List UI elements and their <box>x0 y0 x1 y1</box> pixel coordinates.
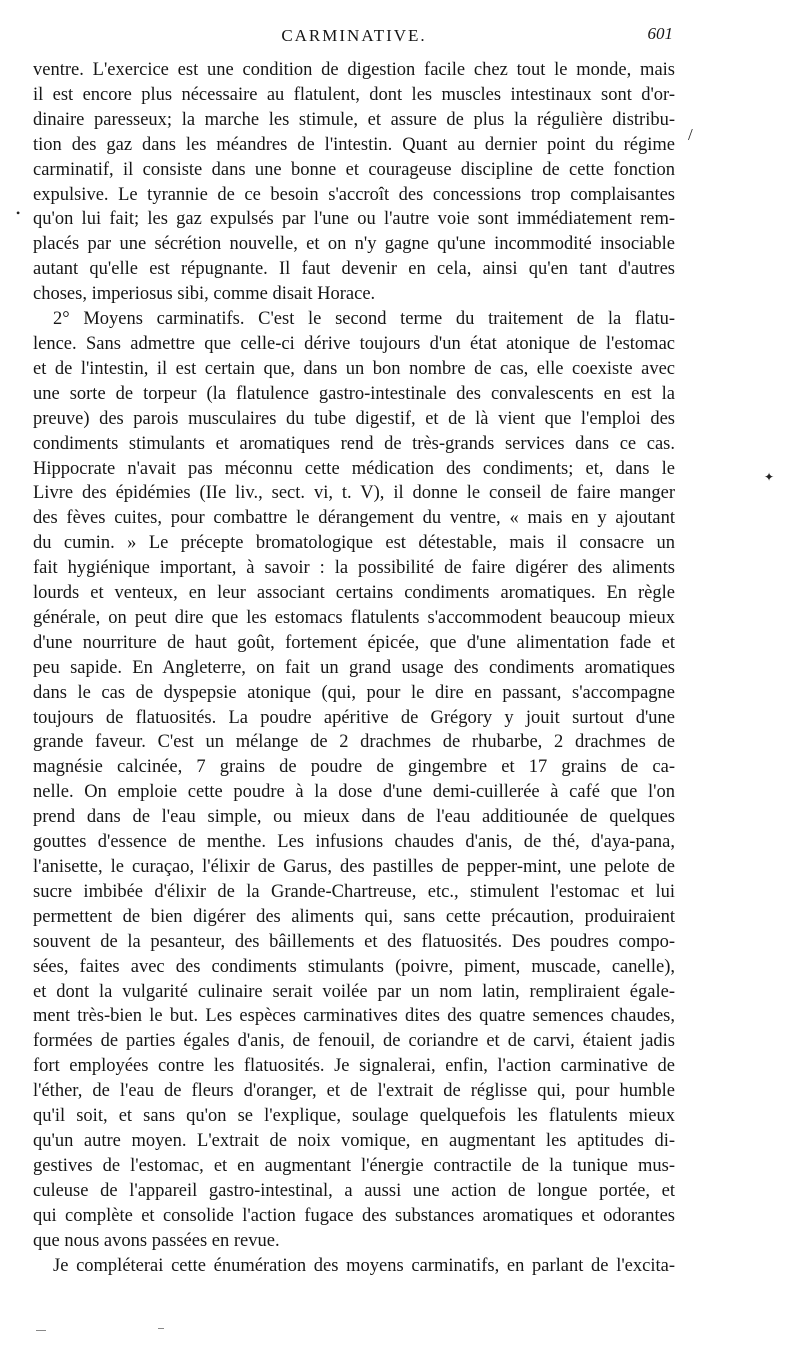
text-line: d'une nourriture de haut goût, fortement épicée, que d'une alimentation fade et <box>33 632 675 653</box>
text-line: carminatif, il consiste dans une bonne et courageuse discipline de cette fonction <box>33 159 675 180</box>
text-line: toujours de flatuosités. La poudre apéritive de Grégory y jouit surtout d'une <box>33 707 675 728</box>
text-line: magnésie calcinée, 7 grains de poudre de gingembre et 17 grains de ca- <box>33 757 675 778</box>
text-line: souvent de la pesanteur, des bâillements et des flatuosités. Des poudres compo- <box>33 931 675 952</box>
text-line: culeuse de l'appareil gastro-intestinal, a aussi une action de longue portée, et <box>33 1180 675 1201</box>
text-line: ventre. L'exercice est une condition de digestion facile chez tout le monde, mais <box>33 60 675 80</box>
text-line: 2° Moyens carminatifs. C'est le second terme du traitement de la flatu- <box>53 309 675 330</box>
text-line: autant qu'elle est répugnante. Il faut devenir en cela, ainsi qu'en tant d'autres <box>33 259 675 280</box>
text-line: générale, on peut dire que les estomacs flatulents s'accommodent beaucoup mieux <box>33 607 675 628</box>
text-line: du cumin. » Le précepte bromatologique est détestable, mais il consacre un <box>33 533 675 554</box>
text-line: et de l'intestin, il est certain que, dans un bon nombre de cas, elle coexiste avec <box>33 358 675 379</box>
text-line: prend dans de l'eau simple, ou mieux dans de l'eau additiounée de quelques <box>33 807 675 828</box>
text-line: dinaire paresseux; la marche les stimule, et assure de plus la régulière distribu- <box>33 109 675 130</box>
text-line: Je compléterai cette énumération des moyens carminatifs, en parlant de l'excita- <box>53 1255 675 1276</box>
text-line: gestives de l'estomac, et en augmentant l'énergie contractile de la tunique mus- <box>33 1155 675 1176</box>
text-line: gouttes d'essence de menthe. Les infusions chaudes d'anis, de thé, d'aya-pana, <box>33 832 675 853</box>
margin-dot-mark: • <box>16 206 21 220</box>
margin-tick-mark: / <box>688 125 693 144</box>
text-line: fort employées contre les flatuosités. Je signalerai, enfin, l'action carminative de <box>33 1056 675 1077</box>
text-line: Livre des épidémies (IIe liv., sect. vi, t. V), il donne le conseil de faire manger <box>33 483 675 504</box>
text-line: l'anisette, le curaçao, l'élixir de Garus, des pastilles de pepper-mint, une pelote de <box>33 857 675 877</box>
text-line: dans le cas de dyspepsie atonique (qui, pour le dire en passant, s'accompagne <box>33 682 675 703</box>
text-line: Hippocrate n'avait pas méconnu cette médication des condiments; et, dans le <box>33 458 675 479</box>
text-line: qui complète et consolide l'action fugace des substances aromatiques et odorantes <box>33 1205 675 1226</box>
text-line: lence. Sans admettre que celle-ci dérive toujours d'un état atonique de l'estomac <box>33 333 675 354</box>
text-line: ment très-bien le but. Les espèces carminatives dites des quatre semences chaudes, <box>33 1006 675 1027</box>
text-line: qu'on lui fait; les gaz expulsés par l'une ou l'autre voie sont immédiatement rem- <box>33 209 675 230</box>
text-line: que nous avons passées en revue. <box>33 1230 280 1251</box>
running-title: CARMINATIVE. <box>281 26 427 45</box>
running-header <box>33 22 675 48</box>
text-line: grande faveur. C'est un mélange de 2 drachmes de rhubarbe, 2 drachmes de <box>33 732 675 753</box>
text-line: choses, imperiosus sibi, comme disait Horace. <box>33 284 376 305</box>
footer-dash <box>158 1328 164 1329</box>
text-line: l'éther, de l'eau de fleurs d'oranger, et de l'extrait de réglisse qui, pour humble <box>33 1081 675 1102</box>
text-line: il est encore plus nécessaire au flatulent, dont les muscles intestinaux sont d'or- <box>33 84 675 105</box>
text-line: et dont la vulgarité culinaire serait voilée par un nom latin, rempliraient égale- <box>33 981 675 1002</box>
text-line: formées de parties égales d'anis, de fenouil, de coriandre et de carvi, étaient jadis <box>33 1031 675 1052</box>
text-line: tion des gaz dans les méandres de l'intestin. Quant au dernier point du régime <box>33 134 675 155</box>
text-line: qu'un autre moyen. L'extrait de noix vomique, en augmentant les aptitudes di- <box>33 1130 675 1151</box>
margin-star-mark: ✦ <box>764 470 775 484</box>
body-text <box>33 58 675 1278</box>
text-line: sucre imbibée d'élixir de la Grande-Chartreuse, etc., stimulent l'estomac et lui <box>33 881 675 902</box>
text-line: sées, faites avec des condiments stimulants (poivre, piment, muscade, canelle), <box>33 956 675 977</box>
text-line: preuve) des parois musculaires du tube digestif, et de là vient que l'emploi des <box>33 408 675 429</box>
text-line: fait hygiénique important, à savoir : la possibilité de faire digérer des aliments <box>33 558 675 579</box>
text-line: lourds et venteux, en leur associant certains condiments aromatiques. En règle <box>33 583 675 604</box>
text-line: expulsive. Le tyrannie de ce besoin s'accroît des concessions trop complaisantes <box>33 184 675 205</box>
text-line: peu sapide. En Angleterre, on fait un grand usage des condiments aromatiques <box>33 657 675 678</box>
text-line: une sorte de torpeur (la flatulence gastro-intestinale des convalescents en est la <box>33 383 675 404</box>
text-line: condiments stimulants et aromatiques rend de très-grands services dans ce cas. <box>33 433 675 454</box>
text-line: des fèves cuites, pour combattre le dérangement du ventre, « mais en y ajoutant <box>33 508 675 529</box>
footer-dash <box>36 1330 46 1331</box>
page-number: 601 <box>647 24 673 43</box>
text-line: permettent de bien digérer des aliments qui, sans cette précaution, produiraient <box>33 906 675 927</box>
text-line: nelle. On emploie cette poudre à la dose d'une demi-cuillerée à café que l'on <box>33 782 675 803</box>
text-line: placés par une sécrétion nouvelle, et on n'y gagne qu'une incommodité insociable <box>33 234 675 255</box>
text-line: qu'il soit, et sans qu'on se l'explique, soulage quelquefois les flatulents mieux <box>33 1106 675 1127</box>
